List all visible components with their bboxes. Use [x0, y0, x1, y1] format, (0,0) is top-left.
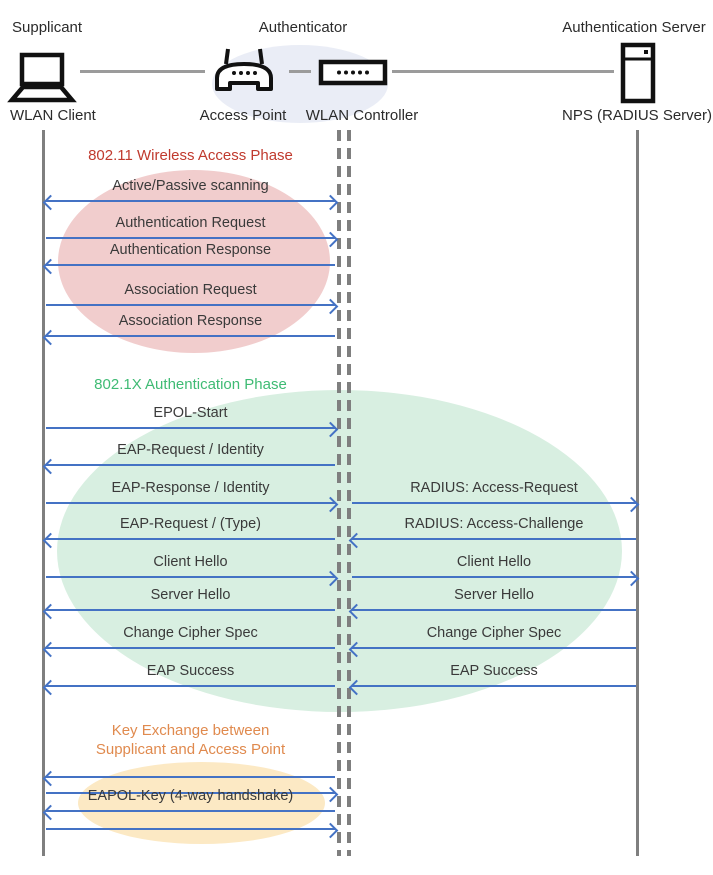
arrowhead-left — [43, 603, 59, 619]
message-eap-request-identity: EAP-Request / Identity — [45, 441, 336, 467]
device-label-wlan-client: WLAN Client — [10, 107, 96, 124]
device-label-access-point: Access Point — [199, 107, 287, 124]
arrow-line — [352, 502, 636, 504]
arrow-line — [352, 609, 636, 611]
message-authentication-response: Authentication Response — [45, 241, 336, 267]
message-eap-response-identity: EAP-Response / Identity — [45, 479, 336, 505]
arrow-line — [46, 502, 335, 504]
phase1-title: 802.11 Wireless Access Phase — [88, 147, 293, 164]
role-label-supplicant: Supplicant — [12, 19, 83, 36]
phase3-title-line1: Key Exchange between — [111, 722, 270, 739]
arrow-line — [46, 609, 335, 611]
phase2-title: 802.1X Authentication Phase — [94, 376, 287, 393]
message-radius-access-request: RADIUS: Access-Request — [351, 479, 637, 505]
arrowhead-left — [43, 194, 59, 210]
arrow-line — [352, 538, 636, 540]
server-icon — [620, 42, 656, 104]
arrow-line — [352, 685, 636, 687]
role-label-authentication-server: Authentication Server — [562, 19, 706, 36]
laptop-icon — [8, 52, 76, 105]
message-eap-success-right: EAP Success — [351, 662, 637, 688]
connector-line-controller-server — [392, 70, 614, 73]
device-label-nps-radius-server: NPS (RADIUS Server) — [561, 107, 713, 124]
arrowhead-left — [43, 532, 59, 548]
arrow-line — [46, 828, 335, 830]
arrowhead-left — [43, 258, 59, 274]
arrow-line — [46, 237, 335, 239]
connector-line-client-ap — [80, 70, 205, 73]
message-eapol-key-3: EAPOL-Key (4-way handshake) — [45, 787, 336, 813]
arrowhead-left — [43, 458, 59, 474]
arrowhead-right — [323, 194, 339, 210]
arrowhead-left — [43, 329, 59, 345]
message-eapol-key-4 — [45, 805, 336, 831]
message-association-response: Association Response — [45, 312, 336, 338]
arrow-line — [46, 647, 335, 649]
arrowhead-left — [43, 679, 59, 695]
arrowhead-left — [43, 641, 59, 657]
message-eap-success-left: EAP Success — [45, 662, 336, 688]
message-association-request: Association Request — [45, 281, 336, 307]
arrow-line — [46, 427, 335, 429]
role-label-authenticator: Authenticator — [258, 19, 348, 36]
message-server-hello-left: Server Hello — [45, 586, 336, 612]
arrow-line — [46, 576, 335, 578]
message-change-cipher-spec-left: Change Cipher Spec — [45, 624, 336, 650]
arrow-line — [46, 264, 335, 266]
message-server-hello-right: Server Hello — [351, 586, 637, 612]
arrow-line — [352, 647, 636, 649]
connector-line-ap-controller — [289, 70, 311, 73]
device-label-wlan-controller: WLAN Controller — [305, 107, 419, 124]
message-eap-request-type: EAP-Request / (Type) — [45, 515, 336, 541]
arrow-line — [46, 685, 335, 687]
message-epol-start: EPOL-Start — [45, 404, 336, 430]
phase3-title-line2: Supplicant and Access Point — [95, 741, 286, 758]
message-client-hello-left: Client Hello — [45, 553, 336, 579]
arrow-line — [46, 200, 335, 202]
wlan-controller-icon — [318, 59, 388, 86]
arrow-line — [46, 304, 335, 306]
arrowhead-right — [323, 822, 339, 838]
arrow-line — [46, 335, 335, 337]
message-change-cipher-spec-right: Change Cipher Spec — [351, 624, 637, 650]
arrow-line — [46, 538, 335, 540]
arrow-line — [46, 464, 335, 466]
message-client-hello-right: Client Hello — [351, 553, 637, 579]
message-active-passive-scanning: Active/Passive scanning — [45, 177, 336, 203]
message-radius-access-challenge: RADIUS: Access-Challenge — [351, 515, 637, 541]
arrow-line — [352, 576, 636, 578]
message-authentication-request: Authentication Request — [45, 214, 336, 240]
access-point-icon — [213, 45, 275, 95]
